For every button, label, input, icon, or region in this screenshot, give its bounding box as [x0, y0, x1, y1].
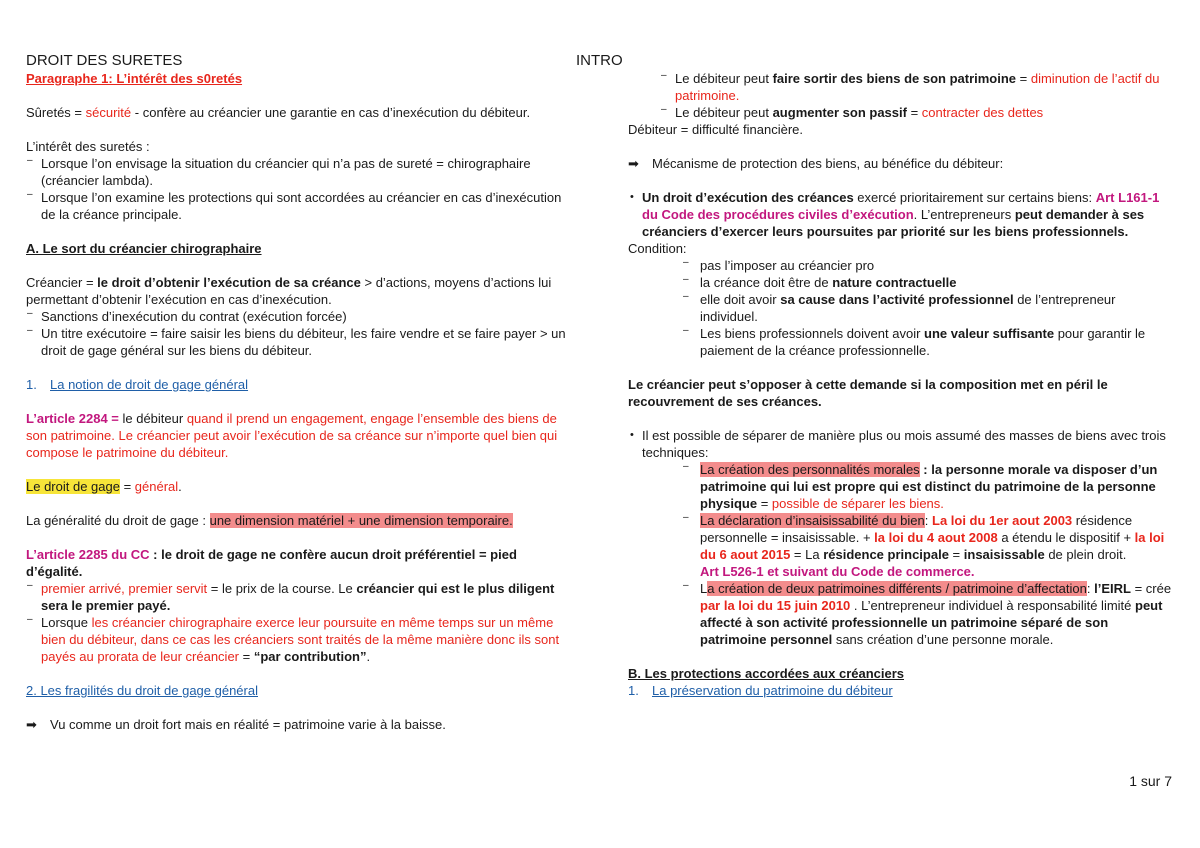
- intro-title: INTRO: [576, 52, 623, 69]
- droit-execution: • Un droit d’exécution des créances exercé prioritairement sur certains biens: Art L161-1 du Code des procédures civiles d’exécution. L’entrepreneurs peut demander à ses créanciers d’exercer leurs poursuites par priorité sur les biens professionnels.: [630, 190, 1160, 239]
- condition-label: Condition:: [628, 241, 687, 256]
- list-item: – Sanctions d’inexécution du contrat (exécution forcée): [26, 308, 571, 325]
- left-column: [26, 52, 571, 733]
- list-item: – premier arrivé, premier servit = le prix de la course. Le créancier qui est le plus diligent sera le premier payé.: [26, 580, 571, 614]
- right-column: [576, 52, 1173, 699]
- creancier-definition: Créancier = le droit d’obtenir l’exécution de sa créance > d’actions, moyens d’actions lui permettant d’obtenir l’exécution en cas d’inexécution.: [26, 275, 552, 307]
- list-item: – Lorsque les créancier chirographaire exerce leur poursuite en même temps sur un même bien du débiteur, dans ce cas les créanciers sont traités de la même manière donc ils sont payés au prorata de leur créancier = “par contribution”.: [26, 614, 571, 665]
- article-2284: L’article 2284 = le débiteur quand il prend un engagement, engage l’ensemble des biens de son patrimoine. Le créancier peut avoir l’exécution de sa créance sur n’importe quel bien qui compose le patrimoine du débiteur.: [26, 411, 558, 460]
- debiteur-line: Débiteur = difficulté financière.: [628, 122, 803, 137]
- opposer-paragraph: Le créancier peut s’opposer à cette demande si la composition met en péril le recouvrement de ses créances.: [628, 377, 1108, 409]
- droit-de-gage: Le droit de gage = général.: [26, 479, 182, 494]
- mecanisme: ➡ Mécanisme de protection des biens, au bénéfice du débiteur:: [628, 156, 1004, 171]
- list-item: – elle doit avoir sa cause dans l’activité professionnel de l’entrepreneur individuel.: [628, 291, 1173, 325]
- list-item: – La création des personnalités morales : la personne morale va disposer d’un patrimoine qui lui est propre qui est distinct du patrimoine de la personne physique = possible de séparer les biens.: [628, 461, 1173, 512]
- list-item: – Lorsque l’on examine les protections qui sont accordées au créancier en cas d’inexécution de la créance principale.: [26, 189, 571, 223]
- article-2285: L’article 2285 du CC : le droit de gage ne confère aucun droit préférentiel = pied d’égalité.: [26, 547, 517, 579]
- list-item: – la créance doit être de nature contractuelle: [628, 274, 1173, 291]
- list-item: – La déclaration d’insaisissabilité du bien: La loi du 1er aout 2003 résidence personnelle = insaisissable. + la loi du 4 aout 2008 a étendu le dispositif + la loi du 6 aout 2015 = La résidence principale = insaisissable de plein droit. Art L526-1 et suivant du Code de commerce.: [628, 512, 1173, 580]
- list-item: – pas l’imposer au créancier pro: [628, 257, 1173, 274]
- article-2285-list: [26, 580, 571, 665]
- interet-heading: L’intérêt des suretés :: [26, 139, 150, 154]
- separer-paragraph: • Il est possible de séparer de manière plus ou mois assumé des masses de biens avec trois techniques:: [630, 428, 1166, 460]
- techniques-list: [628, 461, 1173, 648]
- list-item: – Les biens professionnels doivent avoir une valeur suffisante pour garantir le paiement de la créance professionnelle.: [628, 325, 1173, 359]
- creancier-list: [26, 308, 571, 359]
- vu-comme: ➡ Vu comme un droit fort mais en réalité = patrimoine varie à la baisse.: [26, 717, 446, 732]
- suretes-definition: Sûretés = sécurité - confère au créancier une garantie en cas d’inexécution du débiteur.: [26, 105, 531, 120]
- paragraph-heading: Paragraphe 1: L’intérêt des s0retés: [26, 71, 243, 86]
- condition-list: [628, 257, 1173, 359]
- right-arrow-icon: ➡: [628, 156, 639, 171]
- list-item: – Le débiteur peut faire sortir des biens de son patrimoine = diminution de l’actif du patrimoine.: [660, 70, 1173, 104]
- section-b-heading: B. Les protections accordées aux créanciers: [628, 666, 905, 681]
- list-item: – Le débiteur peut augmenter son passif = contracter des dettes: [660, 104, 1173, 121]
- section-a-heading: A. Le sort du créancier chirographaire: [26, 241, 262, 256]
- right-arrow-icon: ➡: [26, 717, 37, 732]
- intro-list: [628, 70, 1173, 121]
- document-title: DROIT DES SURETES: [26, 52, 183, 69]
- notion-heading[interactable]: 1. La notion de droit de gage général: [26, 377, 249, 392]
- bullet-icon: •: [630, 191, 634, 203]
- list-item: – La création de deux patrimoines différents / patrimoine d’affectation: l’EIRL = crée par la loi du 15 juin 2010 . L’entrepreneur individuel à responsabilité limité peut affecté à son activité professionnelle un patrimoine séparé de son patrimoine personnel sans création d’une personne morale.: [628, 580, 1173, 648]
- list-item: – Un titre exécutoire = faire saisir les biens du débiteur, les faire vendre et se faire payer > un droit de gage général sur les biens du débiteur.: [26, 325, 571, 359]
- list-item: – Lorsque l’on envisage la situation du créancier qui n’a pas de sureté = chirographaire (créancier lambda).: [26, 155, 571, 189]
- interet-list: [26, 155, 571, 223]
- page-number: 1 sur 7: [1129, 773, 1172, 789]
- generalite: La généralité du droit de gage : une dimension matériel + une dimension temporaire.: [26, 513, 513, 528]
- fragilites-heading[interactable]: 2. Les fragilités du droit de gage général: [26, 683, 258, 698]
- preservation-heading[interactable]: 1. La préservation du patrimoine du débiteur: [628, 683, 893, 698]
- bullet-icon: •: [630, 429, 634, 441]
